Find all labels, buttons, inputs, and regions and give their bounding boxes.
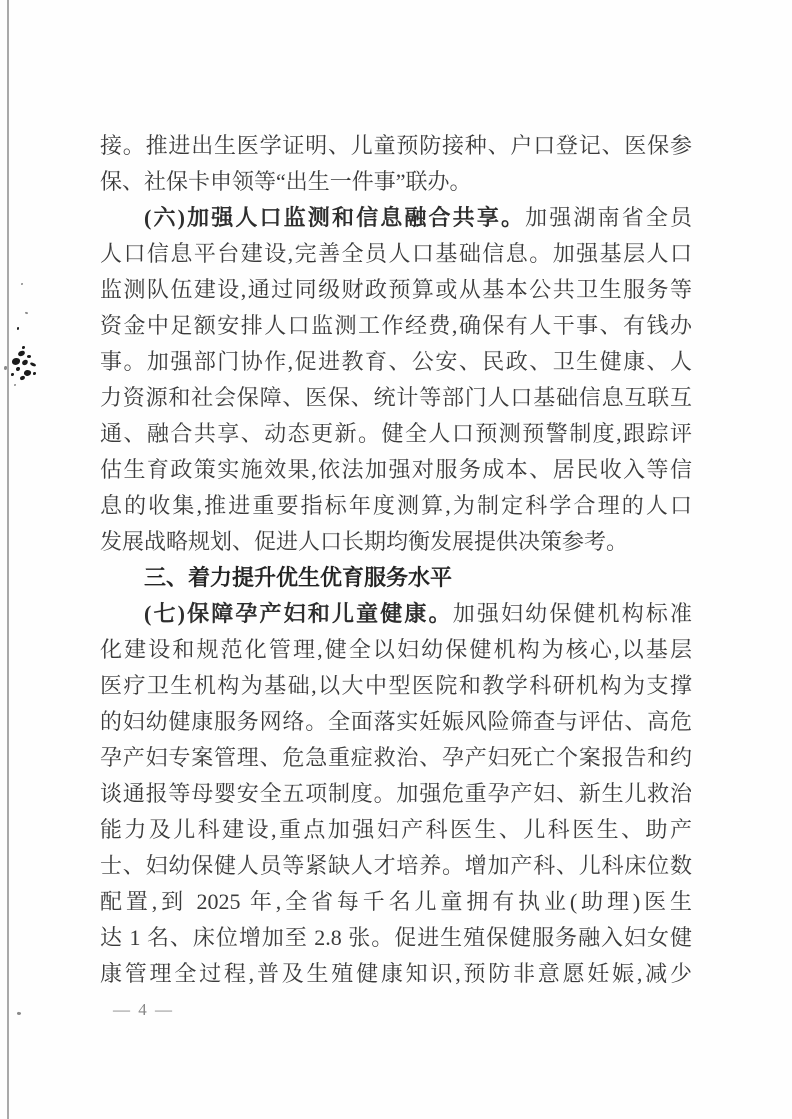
ink-speck [17,327,19,330]
text-segment: 加强湖南省全员 [525,205,692,230]
text-segment: 化建设和规范化管理,健全以妇幼保健机构为核心,以基层 [100,637,692,662]
ink-speck [27,355,31,359]
document-line [100,632,692,668]
paragraph-lead-text: (六)加强人口监测和信息融合共享。 [144,205,526,230]
text-segment: 配置,到 2025 年,全省每千名儿童拥有执业(助理)医生 [100,889,692,914]
ink-speck [12,358,21,366]
text-segment: 人口信息平台建设,完善全员人口基础信息。加强基层人口 [100,241,692,266]
text-segment: 医疗卫生机构为基础,以大中型医院和教学科研机构为支撑 [100,673,692,698]
ink-speck [22,346,25,349]
document-line [100,308,692,344]
document-body [100,128,692,992]
document-line [100,236,692,272]
ink-speck [17,350,25,357]
text-segment: 力资源和社会保障、医保、统计等部门人口基础信息互联互 [100,385,692,410]
paragraph-lead-text: (七)保障孕产妇和儿童健康。 [144,601,453,626]
document-line [100,812,692,848]
document-line [100,164,692,200]
ink-speck [14,384,16,386]
text-segment: 三、着力提升优生优育服务水平 [144,565,453,590]
ink-speck [30,362,37,368]
section-heading [100,560,692,596]
document-line [100,668,692,704]
document-line [100,128,692,164]
text-segment: 达 1 名、床位增加至 2.8 张。促进生殖保健服务融入妇女健 [100,925,692,950]
text-segment: 孕产妇专案管理、危急重症救治、孕产妇死亡个案报告和约 [100,745,692,770]
text-segment: 康管理全过程,普及生殖健康知识,预防非意愿妊娠,减少 [100,961,692,986]
text-segment: 息的收集,推进重要指标年度测算,为制定科学合理的人口 [100,493,692,518]
document-line [100,740,692,776]
document-line [100,956,692,992]
document-line [100,524,692,560]
ink-speck [25,312,29,315]
page-number: — 4 — [113,1000,174,1019]
document-line [100,380,692,416]
document-line [100,272,692,308]
document-line [100,452,692,488]
document-line [100,488,692,524]
document-line [100,776,692,812]
text-segment: 能力及儿科建设,重点加强妇产科医生、儿科医生、助产 [100,817,692,842]
document-line [100,704,692,740]
text-segment: 谈通报等母婴安全五项制度。加强危重孕产妇、新生儿救治 [100,781,692,806]
ink-speck [33,372,36,375]
document-line [100,344,692,380]
document-line [100,596,692,632]
text-segment: 保、社保卡申领等“出生一件事”联办。 [100,169,472,194]
text-segment: 通、融合共享、动态更新。健全人口预测预警制度,跟踪评 [100,421,692,446]
scan-edge-line [7,0,9,1119]
text-segment: 估生育政策实施效果,依法加强对服务成本、居民收入等信 [100,457,692,482]
text-segment: 士、妇幼保健人员等紧缺人才培养。增加产科、儿科床位数 [100,853,692,878]
document-line [100,848,692,884]
document-line [100,416,692,452]
ink-speck [11,373,14,376]
document-line [100,884,692,920]
document-line [100,920,692,956]
text-segment: 发展战略规划、促进人口长期均衡发展提供决策参考。 [100,529,629,554]
text-segment: 的妇幼健康服务网络。全面落实妊娠风险筛查与评估、高危 [100,709,692,734]
ink-speck [20,376,26,381]
ink-speck [16,367,20,371]
text-segment: 监测队伍建设,通过同级财政预算或从基本公共卫生服务等 [100,277,692,302]
ink-speck [21,359,28,366]
text-segment: 资金中足额安排人口监测工作经费,确保有人干事、有钱办 [100,313,692,338]
document-line [100,200,692,236]
ink-speck [17,1012,22,1016]
text-segment: 加强妇幼保健机构标准 [452,601,692,626]
text-segment: 接。推进出生医学证明、儿童预防接种、户口登记、医保参 [100,133,692,158]
ink-speck [21,283,23,285]
text-segment: 事。加强部门协作,促进教育、公安、民政、卫生健康、人 [100,349,692,374]
